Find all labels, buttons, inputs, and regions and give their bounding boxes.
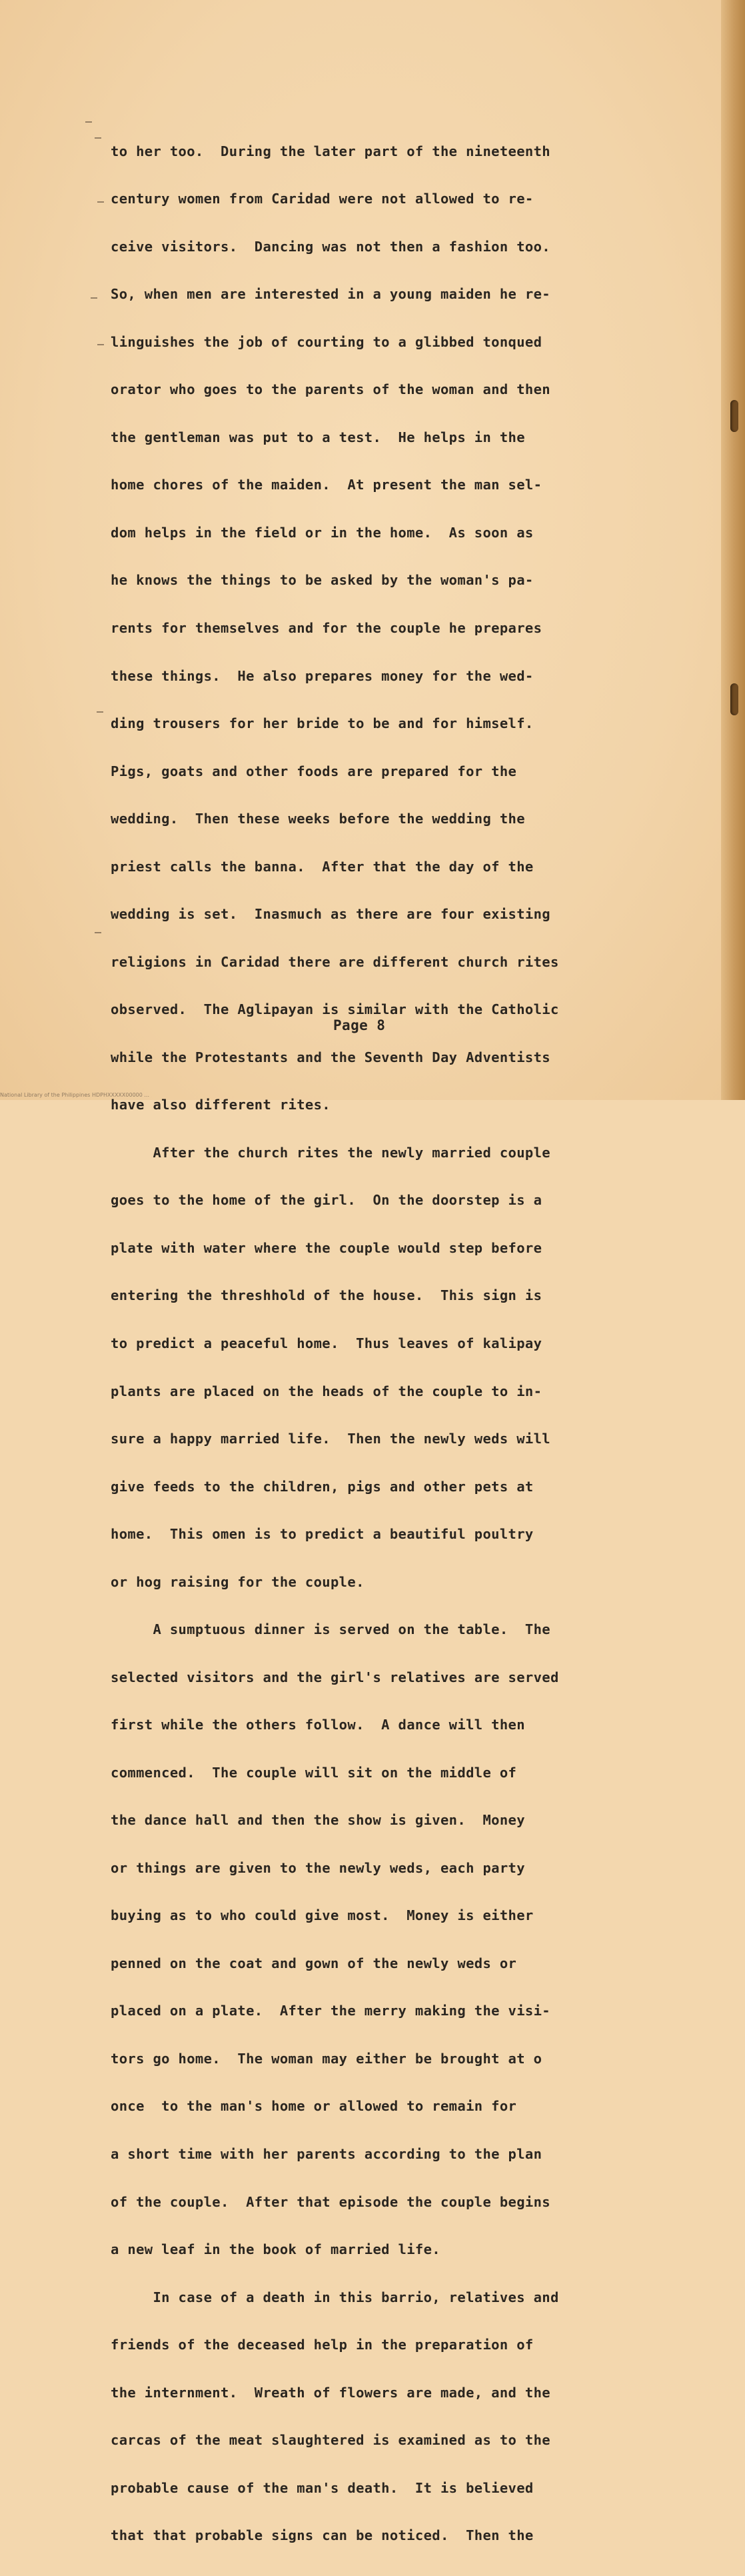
text-line: plate with water where the couple would step before — [111, 1239, 542, 1256]
text-line: home. This omen is to predict a beautiful poultry — [111, 1526, 534, 1543]
text-line: of the couple. After that episode the couple begins — [111, 2193, 550, 2210]
text-line: or hog raising for the couple. — [111, 1573, 365, 1590]
text-line: the internment. Wreath of flowers are made, and the — [111, 2384, 550, 2401]
text-line: century women from Caridad were not allowed to re- — [111, 191, 534, 207]
text-line: he knows the things to be asked by the woman's pa- — [111, 572, 534, 589]
text-line: So, when men are interested in a young maiden he re- — [111, 286, 550, 303]
margin-mark — [97, 711, 103, 713]
text-line: to her too. During the later part of the nineteenth — [111, 143, 550, 159]
text-line: Pigs, goats and other foods are prepared for the — [111, 763, 517, 779]
text-line: linguishes the job of courting to a glibbed tonqued — [111, 333, 542, 350]
text-line: to predict a peaceful home. Thus leaves of kalipay — [111, 1335, 542, 1351]
text-line: first while the others follow. A dance will then — [111, 1717, 525, 1733]
margin-mark — [97, 344, 104, 345]
binding-hole — [730, 400, 738, 432]
text-line: plants are placed on the heads of the couple to in- — [111, 1383, 542, 1399]
typed-body-text — [111, 112, 644, 2576]
text-line: A sumptuous dinner is served on the table. The — [111, 1621, 550, 1638]
text-line: orator who goes to the parents of the woman and then — [111, 381, 550, 398]
text-line: give feeds to the children, pigs and other pets at — [111, 1478, 534, 1495]
text-line: entering the threshhold of the house. This sign is — [111, 1287, 542, 1304]
text-line: that that probable signs can be noticed. Then the — [111, 2527, 534, 2544]
margin-mark — [91, 297, 97, 299]
margin-mark — [95, 137, 101, 139]
text-line: or things are given to the newly weds, each party — [111, 1859, 525, 1876]
text-line: ceive visitors. Dancing was not then a fashion too. — [111, 238, 550, 255]
text-line: probable cause of the man's death. It is believed — [111, 2479, 534, 2496]
text-line: the gentleman was put to a test. He helps in the — [111, 429, 525, 445]
text-line: carcas of the meat slaughtered is examined as to the — [111, 2432, 550, 2449]
text-line: religions in Caridad there are different church rites — [111, 953, 559, 970]
page-binding-edge — [721, 0, 745, 1100]
margin-mark — [95, 932, 101, 933]
text-line: a new leaf in the book of married life. — [111, 2241, 440, 2258]
page-number: Page 8 — [333, 1017, 386, 1033]
text-line: home chores of the maiden. At present the man sel- — [111, 477, 542, 493]
text-line: have also different rites. — [111, 1097, 331, 1113]
text-line: the dance hall and then the show is given. Money — [111, 1812, 525, 1829]
text-line: ding trousers for her bride to be and for himself. — [111, 715, 534, 732]
text-line: goes to the home of the girl. On the doorstep is a — [111, 1192, 542, 1209]
text-line: friends of the deceased help in the preparation of — [111, 2337, 534, 2353]
text-line: sure a happy married life. Then the newly weds will — [111, 1431, 550, 1447]
text-line: In case of a death in this barrio, relatives and — [111, 2289, 559, 2305]
text-line: while the Protestants and the Seventh Day Adventists — [111, 1049, 550, 1065]
text-line: observed. The Aglipayan is similar with the Catholic — [111, 1001, 559, 1018]
text-line: wedding. Then these weeks before the wedding the — [111, 811, 525, 827]
binding-hole — [730, 683, 738, 715]
text-line: placed on a plate. After the merry making the visi- — [111, 2003, 550, 2019]
text-line: a short time with her parents according to the plan — [111, 2146, 542, 2162]
text-line: commenced. The couple will sit on the middle of — [111, 1764, 517, 1781]
text-line: rents for themselves and for the couple he prepares — [111, 620, 542, 636]
text-line: selected visitors and the girl's relatives are served — [111, 1669, 559, 1685]
text-line: buying as to who could give most. Money is either — [111, 1907, 534, 1924]
text-line: tors go home. The woman may either be brought at o — [111, 2050, 542, 2067]
text-line: After the church rites the newly married couple — [111, 1144, 550, 1161]
margin-mark — [97, 201, 104, 203]
text-line: penned on the coat and gown of the newly weds or — [111, 1955, 517, 1971]
text-line: dom helps in the field or in the home. As soon as — [111, 524, 534, 541]
text-line: priest calls the banna. After that the day of the — [111, 858, 534, 875]
archive-footer-text: National Library of the Philippines HDPHXXXXX00000 ... — [0, 1092, 150, 1098]
margin-mark — [85, 121, 92, 123]
text-line: once to the man's home or allowed to remain for — [111, 2098, 517, 2115]
text-line: these things. He also prepares money for the wed- — [111, 667, 534, 684]
text-line: wedding is set. Inasmuch as there are four existing — [111, 906, 550, 923]
